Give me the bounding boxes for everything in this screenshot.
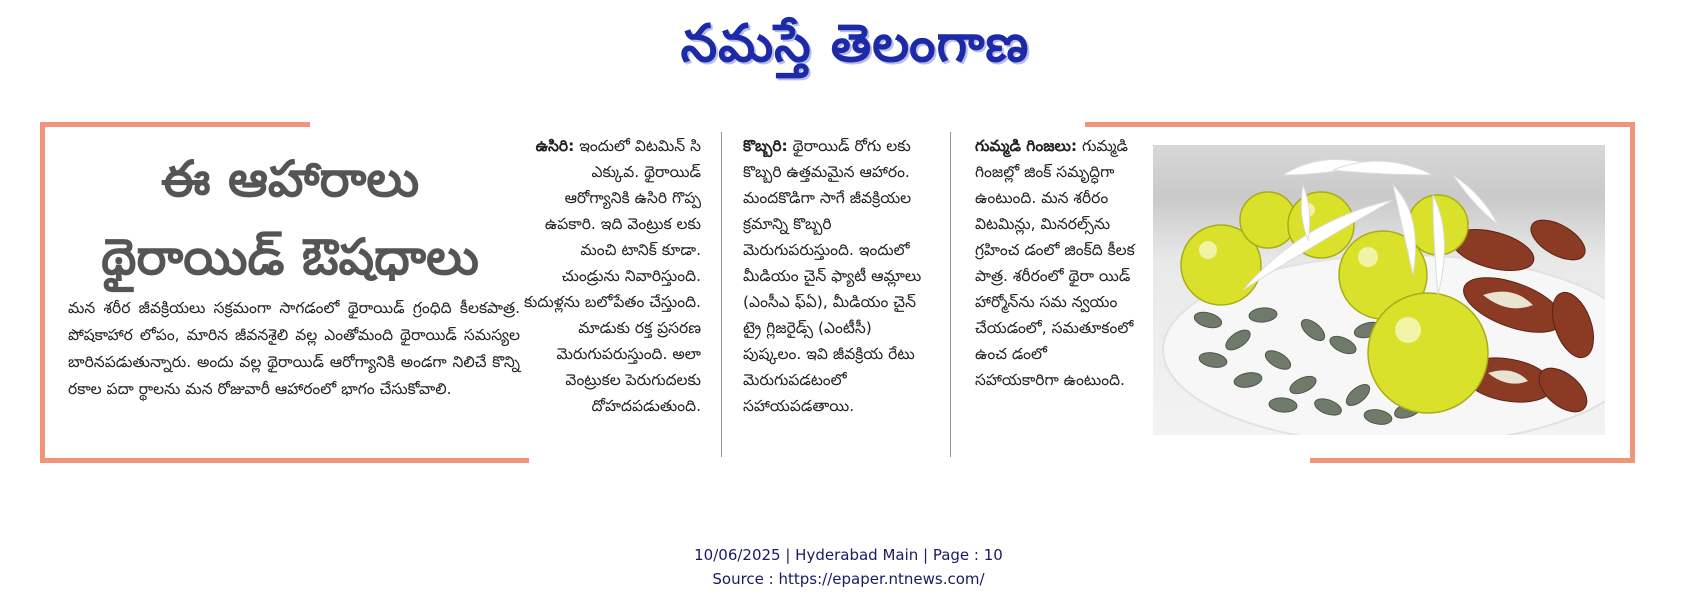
column-body: ఇందులో విటమిన్ సి ఎక్కువ. థైరాయిడ్ ఆరోగ్యానికి ఉసిరి గొప్ప ఉపకారి. ఇది వెంట్రుక లకు మంచి టానిక్ కూడా. చుండ్రును నివారిస్తుంది. కుదుళ్లను బలోపేతం చేస్తుంది. మాడుకు రక్త ప్రసరణ మెరుగుపరుస్తుంది. అలా వెంట్రుకల పెరుగుదలకు దోహదపడుతుంది. [523, 137, 701, 415]
frame-border [1085, 122, 1635, 127]
column-heading: ఉసిరి: [535, 137, 575, 155]
column-heading: కొబ్బరి: [743, 137, 788, 155]
column-heading: గుమ్మడి గింజలు: [975, 137, 1078, 155]
frame-border [1630, 122, 1635, 463]
article-intro: మన శరీర జీవక్రియలు సక్రమంగా సాగడంలో థైరాయిడ్ గ్రంధిది కీలకపాత్ర. పోషకాహార లోపం, మారిన జీవనశైలి వల్ల ఎంతోమంది థైరాయిడ్ సమస్యల బారినపడుతున్నారు. అందు వల్ల థైరాయిడ్ ఆరోగ్యానికి అండగా నిలిచే కొన్ని రకాల పదా ర్థాలను మన రోజువారీ ఆహారంలో భాగం చేసుకోవాలి. [68, 299, 520, 398]
headline-line-2: థైరాయిడ్ ఔషధాలు [101, 228, 479, 286]
headline-line-1: ఈ ఆహారాలు [160, 150, 420, 208]
column-body: థైరాయిడ్ రోగు లకు కొబ్బరి ఉత్తమమైన ఆహారం. మందకొడిగా సాగే జీవక్రియల క్రమాన్ని కొబ్బరి మెరుగుపరుస్తుంది. ఇందులో మీడియం చైన్ ఫ్యాటీ ఆమ్లాలు (ఎంసీఎ ఫ్ఏ), మీడియం చైన్ ట్రై గ్లిజరైడ్స్ (ఎంటీసీ) పుష్కలం. ఇవి జీవక్రియ రేటు మెరుగుపడటంలో సహాయపడతాయి. [743, 137, 922, 415]
frame-border [1310, 458, 1635, 463]
frame-border [40, 458, 529, 463]
footer-source: Source : https://epaper.ntnews.com/ [712, 570, 985, 588]
food-photo [1153, 145, 1605, 435]
column-coconut [743, 133, 933, 419]
frame-border [40, 122, 45, 463]
column-divider [721, 132, 722, 457]
food-photo-illustration [1153, 145, 1605, 435]
column-body: గుమ్మడి గింజల్లో జింక్ సమృద్ధిగా ఉంటుంది. మన శరీరం విటమిన్లు, మినరల్స్‌ను గ్రహించ డంలో జింక్‌ది కీలక పాత్ర. శరీరంలో థైరా యిడ్ హార్మోన్‌ను సమ న్వయం చేయడంలో, సమతూకంలో ఉంచ డంలో సహాయకారిగా ఉంటుంది. [975, 137, 1135, 389]
frame-border [40, 122, 310, 127]
newspaper-masthead: నమస్తే తెలంగాణ [680, 14, 1030, 74]
column-amla [523, 133, 701, 419]
column-divider [950, 132, 951, 457]
column-pumpkin-seeds [975, 133, 1135, 393]
footer-date-edition: 10/06/2025 | Hyderabad Main | Page : 10 [694, 546, 1003, 564]
article-headline [60, 140, 520, 296]
